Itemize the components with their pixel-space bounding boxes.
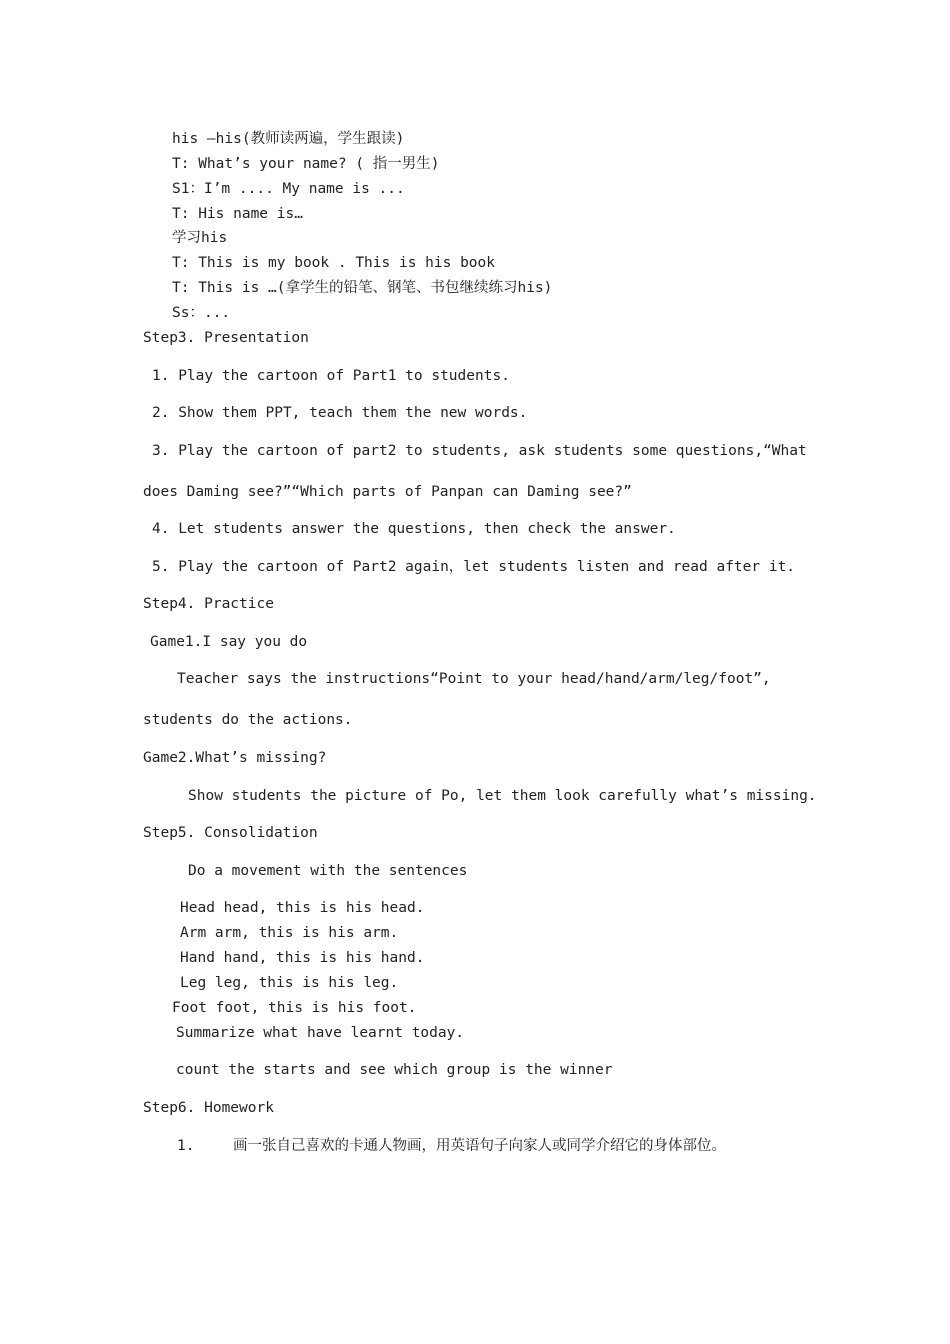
intro-line-3: S1：I’m .... My name is ... bbox=[172, 181, 405, 197]
intro-line-2: T: What’s your name? ( 指一男生) bbox=[172, 156, 440, 172]
game1-title: Game1.I say you do bbox=[150, 634, 308, 650]
intro-line-7: T: This is …(拿学生的铅笔、钢笔、书包继续练习his) bbox=[172, 280, 553, 296]
chant-line-2: Arm arm, this is his arm. bbox=[180, 925, 399, 941]
chant-line-5: Foot foot, this is his foot. bbox=[172, 1000, 417, 1016]
intro-line-5: 学习his bbox=[172, 230, 228, 246]
intro-line-4: T: His name is… bbox=[172, 206, 303, 222]
step3-item-5: 5. Play the cartoon of Part2 again，let students listen and read after it. bbox=[152, 559, 796, 575]
game1-text-a: Teacher says the instructions“Point to your head/hand/arm/leg/foot”, bbox=[177, 671, 771, 687]
chant-line-4: Leg leg, this is his leg. bbox=[180, 975, 399, 991]
step3-item-1: 1. Play the cartoon of Part1 to students. bbox=[152, 368, 510, 384]
step5-heading: Step5. Consolidation bbox=[143, 825, 318, 841]
homework-number: 1. bbox=[177, 1138, 195, 1154]
step6-heading: Step6. Homework bbox=[143, 1100, 274, 1116]
count-line: count the starts and see which group is the winner bbox=[176, 1062, 613, 1078]
summary-line: Summarize what have learnt today. bbox=[176, 1025, 465, 1041]
step3-item-3b: does Daming see?”“Which parts of Panpan can Daming see?” bbox=[143, 484, 632, 500]
game2-title: Game2.What’s missing? bbox=[143, 750, 327, 766]
step5-intro: Do a movement with the sentences bbox=[188, 863, 468, 879]
step3-item-2: 2. Show them PPT, teach them the new words. bbox=[152, 405, 528, 421]
intro-line-6: T: This is my book . This is his book bbox=[172, 255, 496, 271]
chant-line-3: Hand hand, this is his hand. bbox=[180, 950, 425, 966]
game2-text: Show students the picture of Po, let them look carefully what’s missing. bbox=[188, 788, 817, 804]
step4-heading: Step4. Practice bbox=[143, 596, 274, 612]
homework-text: 画一张自己喜欢的卡通人物画，用英语句子向家人或同学介绍它的身体部位。 bbox=[233, 1138, 726, 1154]
step3-heading: Step3. Presentation bbox=[143, 330, 309, 346]
chant-line-1: Head head, this is his head. bbox=[180, 900, 425, 916]
intro-line-1: his –his(教师读两遍，学生跟读) bbox=[172, 131, 405, 147]
step3-item-3a: 3. Play the cartoon of part2 to students, ask students some questions,“What bbox=[152, 443, 807, 459]
intro-line-8: Ss：... bbox=[172, 305, 231, 321]
game1-text-b: students do the actions. bbox=[143, 712, 353, 728]
step3-item-4: 4. Let students answer the questions, then check the answer. bbox=[152, 521, 676, 537]
